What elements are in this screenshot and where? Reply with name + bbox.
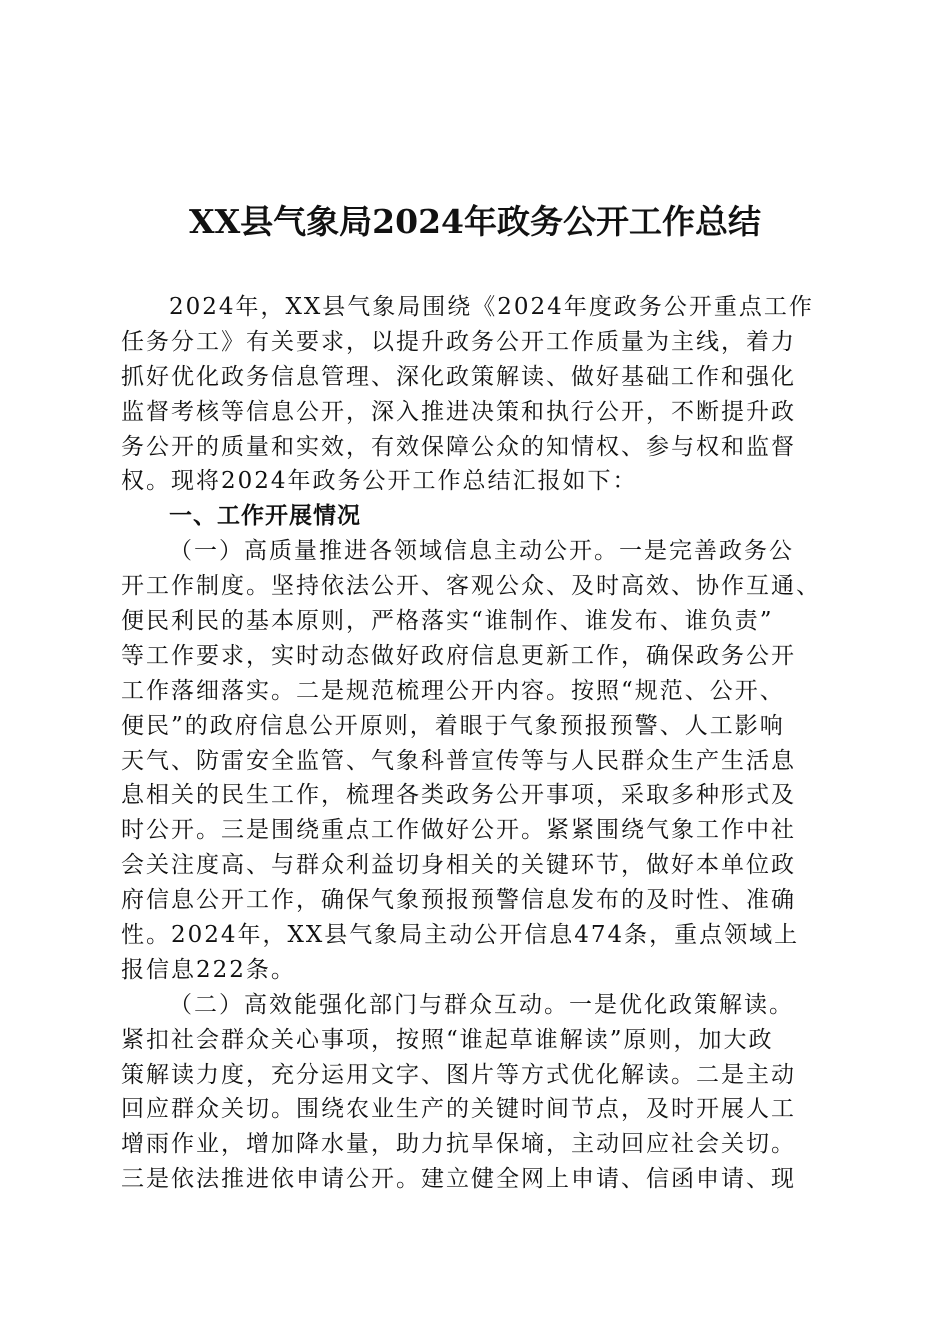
paragraph-line: 报信息222条。 bbox=[121, 956, 296, 983]
paragraph-line: （一）高质量推进各领域信息主动公开。一是完善政务公 bbox=[169, 538, 794, 565]
paragraph-line: 务公开的质量和实效，有效保障公众的知情权、参与权和监督 bbox=[121, 433, 796, 460]
paragraph-line: 工作落细落实。二是规范梳理公开内容。按照“规范、公开、 bbox=[121, 677, 785, 704]
paragraph-line: 天气、防雷安全监管、气象科普宣传等与人民群众生产生活息 bbox=[121, 747, 796, 774]
paragraph-line: 三是依法推进依申请公开。建立健全网上申请、信函申请、现 bbox=[121, 1166, 796, 1193]
paragraph-line: 监督考核等信息公开，深入推进决策和执行公开，不断提升政 bbox=[121, 398, 796, 425]
paragraph-line: 息相关的民生工作，梳理各类政务公开事项，采取多种形式及 bbox=[121, 782, 796, 809]
paragraph-line: 策解读力度，充分运用文字、图片等方式优化解读。二是主动 bbox=[121, 1061, 796, 1088]
paragraph-line: 便民”的政府信息公开原则，着眼于气象预报预警、人工影响 bbox=[121, 712, 785, 739]
paragraph-line: 增雨作业，增加降水量，助力抗旱保墒，主动回应社会关切。 bbox=[121, 1131, 796, 1158]
paragraph-line: （二）高效能强化部门与群众互动。一是优化政策解读。 bbox=[169, 991, 794, 1018]
paragraph-line: 开工作制度。坚持依法公开、客观公众、及时高效、协作互通、 bbox=[121, 573, 821, 600]
section-heading: 一、工作开展情况 bbox=[169, 503, 361, 530]
paragraph-line: 会关注度高、与群众利益切身相关的关键环节，做好本单位政 bbox=[121, 852, 796, 879]
paragraph-line: 等工作要求，实时动态做好政府信息更新工作，确保政务公开 bbox=[121, 642, 796, 669]
paragraph-line: 权。现将2024年政务公开工作总结汇报如下： bbox=[121, 468, 638, 495]
paragraph-line: 回应群众关切。围绕农业生产的关键时间节点，及时开展人工 bbox=[121, 1096, 796, 1123]
paragraph-line: 时公开。三是围绕重点工作做好公开。紧紧围绕气象工作中社 bbox=[121, 817, 796, 844]
paragraph-line: 紧扣社会群众关心事项，按照“谁起草谁解读”原则，加大政 bbox=[121, 1026, 774, 1053]
paragraph-line: 性。2024年，XX县气象局主动公开信息474条，重点领域上 bbox=[121, 922, 800, 949]
paragraph-line: 便民利民的基本原则，严格落实“谁制作、谁发布、谁负责” bbox=[121, 608, 774, 635]
paragraph-line: 府信息公开工作，确保气象预报预警信息发布的及时性、准确 bbox=[121, 887, 796, 914]
document-body bbox=[121, 290, 831, 1197]
document-title: XX县气象局2024年政务公开工作总结 bbox=[188, 202, 762, 241]
paragraph-line: 任务分工》有关要求，以提升政务公开工作质量为主线，着力 bbox=[121, 328, 796, 355]
paragraph-line: 抓好优化政务信息管理、深化政策解读、做好基础工作和强化 bbox=[121, 363, 796, 390]
paragraph-line: 2024年，XX县气象局围绕《2024年度政务公开重点工作 bbox=[169, 294, 814, 320]
